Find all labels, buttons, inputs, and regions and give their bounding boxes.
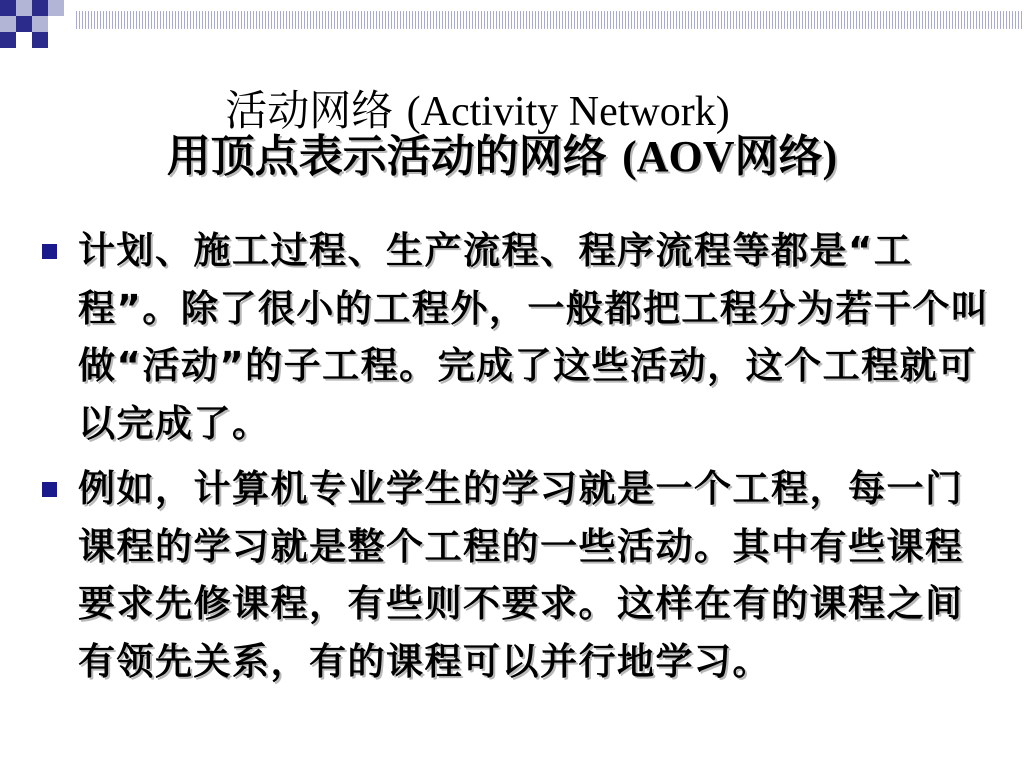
square-bullet-icon: [42, 482, 57, 497]
slide-subtitle: [0, 130, 1004, 184]
subtitle-chinese-part-2: 网络: [734, 131, 823, 182]
title-english: (Activity Network): [406, 89, 730, 135]
bullet-item: [36, 222, 996, 452]
bullet-text: 例如，计算机专业学生的学习就是一个工程，每一门课程的学习就是整个工程的一些活动。其中有些课程要求先修课程，有些则不要求。这样在有的课程之间有领先关系，有的课程可以并行地学习。: [78, 467, 964, 683]
subtitle-chinese-part-1: 用顶点表示活动的网络: [166, 131, 607, 182]
subtitle-close-paren: ): [822, 132, 838, 181]
square-bullet-icon: [42, 244, 57, 259]
corner-decoration: [0, 0, 80, 60]
subtitle-english-part: (AOV: [622, 132, 735, 181]
bullet-item: [36, 460, 996, 690]
title-chinese: 活动网络: [225, 86, 394, 135]
bullet-text: 计划、施工过程、生产流程、程序流程等都是“工程”。除了很小的工程外，一般都把工程分为若干个叫做“活动”的子工程。完成了这些活动，这个工程就可以完成了。: [78, 229, 990, 445]
bullet-list: [36, 222, 996, 698]
top-stripe-bar: [76, 11, 1024, 29]
